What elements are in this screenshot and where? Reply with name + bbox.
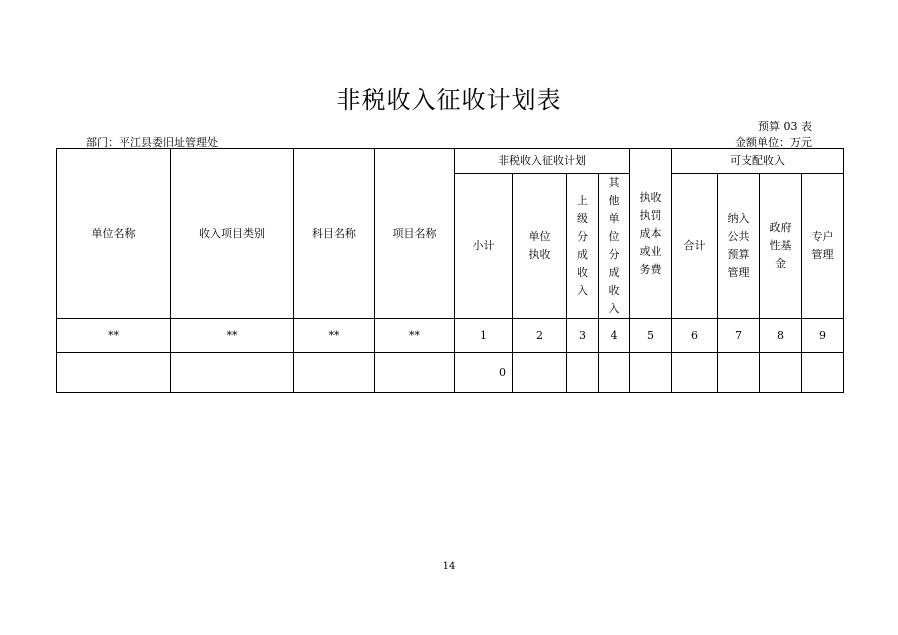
- header-project-name: 项目名称: [375, 149, 455, 319]
- header-unit-name: 单位名称: [57, 149, 171, 319]
- index-cell: 9: [802, 319, 844, 353]
- data-cell: [599, 353, 630, 393]
- header-special-account: 专户管理: [811, 230, 834, 261]
- header-public-budget: 纳入公共预算管理: [727, 212, 750, 279]
- header-other-unit: 其他单位分成收入: [608, 176, 620, 315]
- header-total: 合计: [672, 174, 718, 319]
- data-cell: [375, 353, 455, 393]
- data-cell: [567, 353, 599, 393]
- index-cell: 6: [672, 319, 718, 353]
- page-title: 非税收入征收计划表: [336, 86, 562, 114]
- index-row: [57, 319, 844, 353]
- data-cell: [171, 353, 294, 393]
- header-enforcement-cost: 执收执罚成本或业务费: [639, 190, 662, 276]
- index-cell: **: [171, 319, 294, 353]
- index-cell: 8: [760, 319, 802, 353]
- data-cell-subtotal: 0: [455, 353, 513, 393]
- header-income-category: 收入项目类别: [171, 149, 294, 319]
- index-cell: **: [294, 319, 375, 353]
- data-row: [57, 353, 844, 393]
- index-cell: 2: [513, 319, 567, 353]
- form-code: 预算 03 表: [758, 120, 812, 133]
- department-label: 部门：平江县委旧址管理处: [86, 136, 218, 149]
- index-cell: 7: [718, 319, 760, 353]
- data-cell: [57, 353, 171, 393]
- index-cell: 4: [599, 319, 630, 353]
- page-number: 14: [442, 561, 456, 572]
- data-cell: [294, 353, 375, 393]
- index-cell: 5: [630, 319, 672, 353]
- plan-table: [56, 148, 844, 393]
- index-cell: 3: [567, 319, 599, 353]
- data-cell: [802, 353, 844, 393]
- data-cell: [672, 353, 718, 393]
- unit-label: 金额单位：万元: [735, 136, 812, 149]
- data-cell: [718, 353, 760, 393]
- data-cell: [760, 353, 802, 393]
- index-cell: **: [57, 319, 171, 353]
- header-subject-name: 科目名称: [294, 149, 375, 319]
- data-cell: [513, 353, 567, 393]
- header-disposable-group: 可支配收入: [672, 149, 844, 174]
- header-subtotal: 小计: [455, 174, 513, 319]
- data-cell: [630, 353, 672, 393]
- index-cell: **: [375, 319, 455, 353]
- header-gov-fund: 政府性基金: [769, 221, 792, 270]
- header-unit-collection: 单位执收: [528, 230, 551, 261]
- header-upper-level: 上级分成收入: [577, 194, 588, 297]
- index-cell: 1: [455, 319, 513, 353]
- header-plan-group: 非税收入征收计划: [455, 149, 630, 174]
